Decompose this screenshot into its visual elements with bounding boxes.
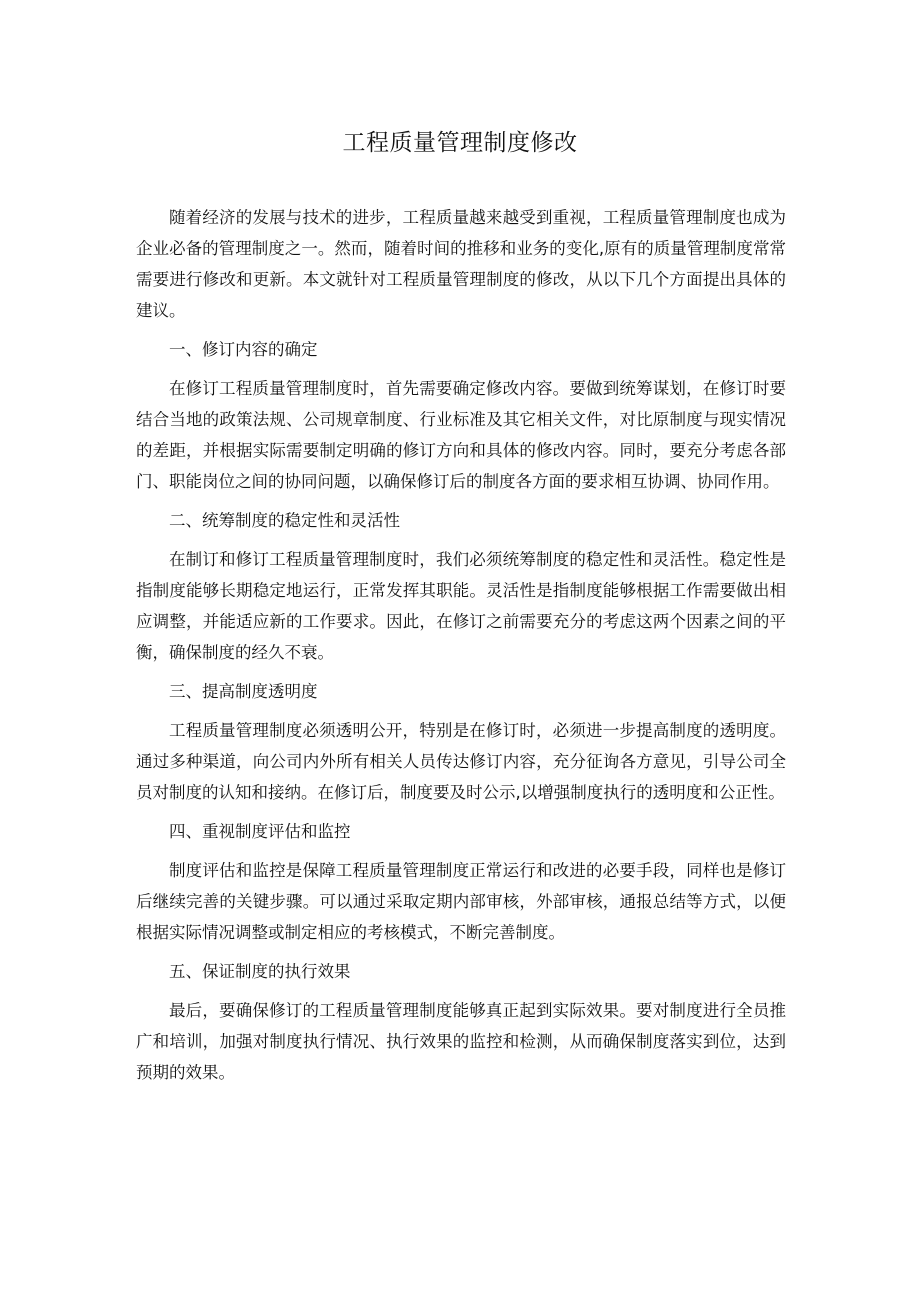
section-heading-4: 四、重视制度评估和监控 [169,822,351,841]
section-heading-1: 一、修订内容的确定 [169,340,318,359]
section-body-5: 最后，要确保修订的工程质量管理制度能够真正起到实际效果。要对制度进行全员推广和培训，加强对制度执行情况、执行效果的监控和检测，从而确保制度落实到位，达到预期的效果。 [136,1001,786,1082]
document-title: 工程质量管理制度修改 [342,130,578,156]
section-body-4: 制度评估和监控是保障工程质量管理制度正常运行和改进的必要手段，同样也是修订后继续完善的关键步骤。可以通过采取定期内部审核，外部审核，通报总结等方式，以便根据实际情况调整或制定相应的考核模式，不断完善制度。 [136,861,786,942]
intro-paragraph: 随着经济的发展与技术的进步，工程质量越来越受到重视，工程质量管理制度也成为企业必备的管理制度之一。然而，随着时间的推移和业务的变化,原有的质量管理制度常常需要进行修改和更新。本文就针对工程质量管理制度的修改，从以下几个方面提出具体的建议。 [136,208,786,320]
section-heading-3: 三、提高制度透明度 [169,682,318,701]
section-body-1: 在修订工程质量管理制度时，首先需要确定修改内容。要做到统筹谋划，在修订时要结合当地的政策法规、公司规章制度、行业标准及其它相关文件，对比原制度与现实情况的差距，并根据实际需要制定明确的修订方向和具体的修改内容。同时，要充分考虑各部门、职能岗位之间的协同问题，以确保修订后的制度各方面的要求相互协调、协同作用。 [136,379,786,491]
section-body-3: 工程质量管理制度必须透明公开，特别是在修订时，必须进一步提高制度的透明度。通过多种渠道，向公司内外所有相关人员传达修订内容，充分征询各方意见，引导公司全员对制度的认知和接纳。在修订后，制度要及时公示,以增强制度执行的透明度和公正性。 [136,721,786,802]
section-heading-2: 二、统筹制度的稳定性和灵活性 [169,511,400,530]
section-body-2: 在制订和修订工程质量管理制度时，我们必须统筹制度的稳定性和灵活性。稳定性是指制度能够长期稳定地运行，正常发挥其职能。灵活性是指制度能够根据工作需要做出相应调整，并能适应新的工作要求。因此，在修订之前需要充分的考虑这两个因素之间的平衡，确保制度的经久不衰。 [136,550,786,662]
section-heading-5: 五、保证制度的执行效果 [169,962,351,981]
document-body [136,202,786,1088]
